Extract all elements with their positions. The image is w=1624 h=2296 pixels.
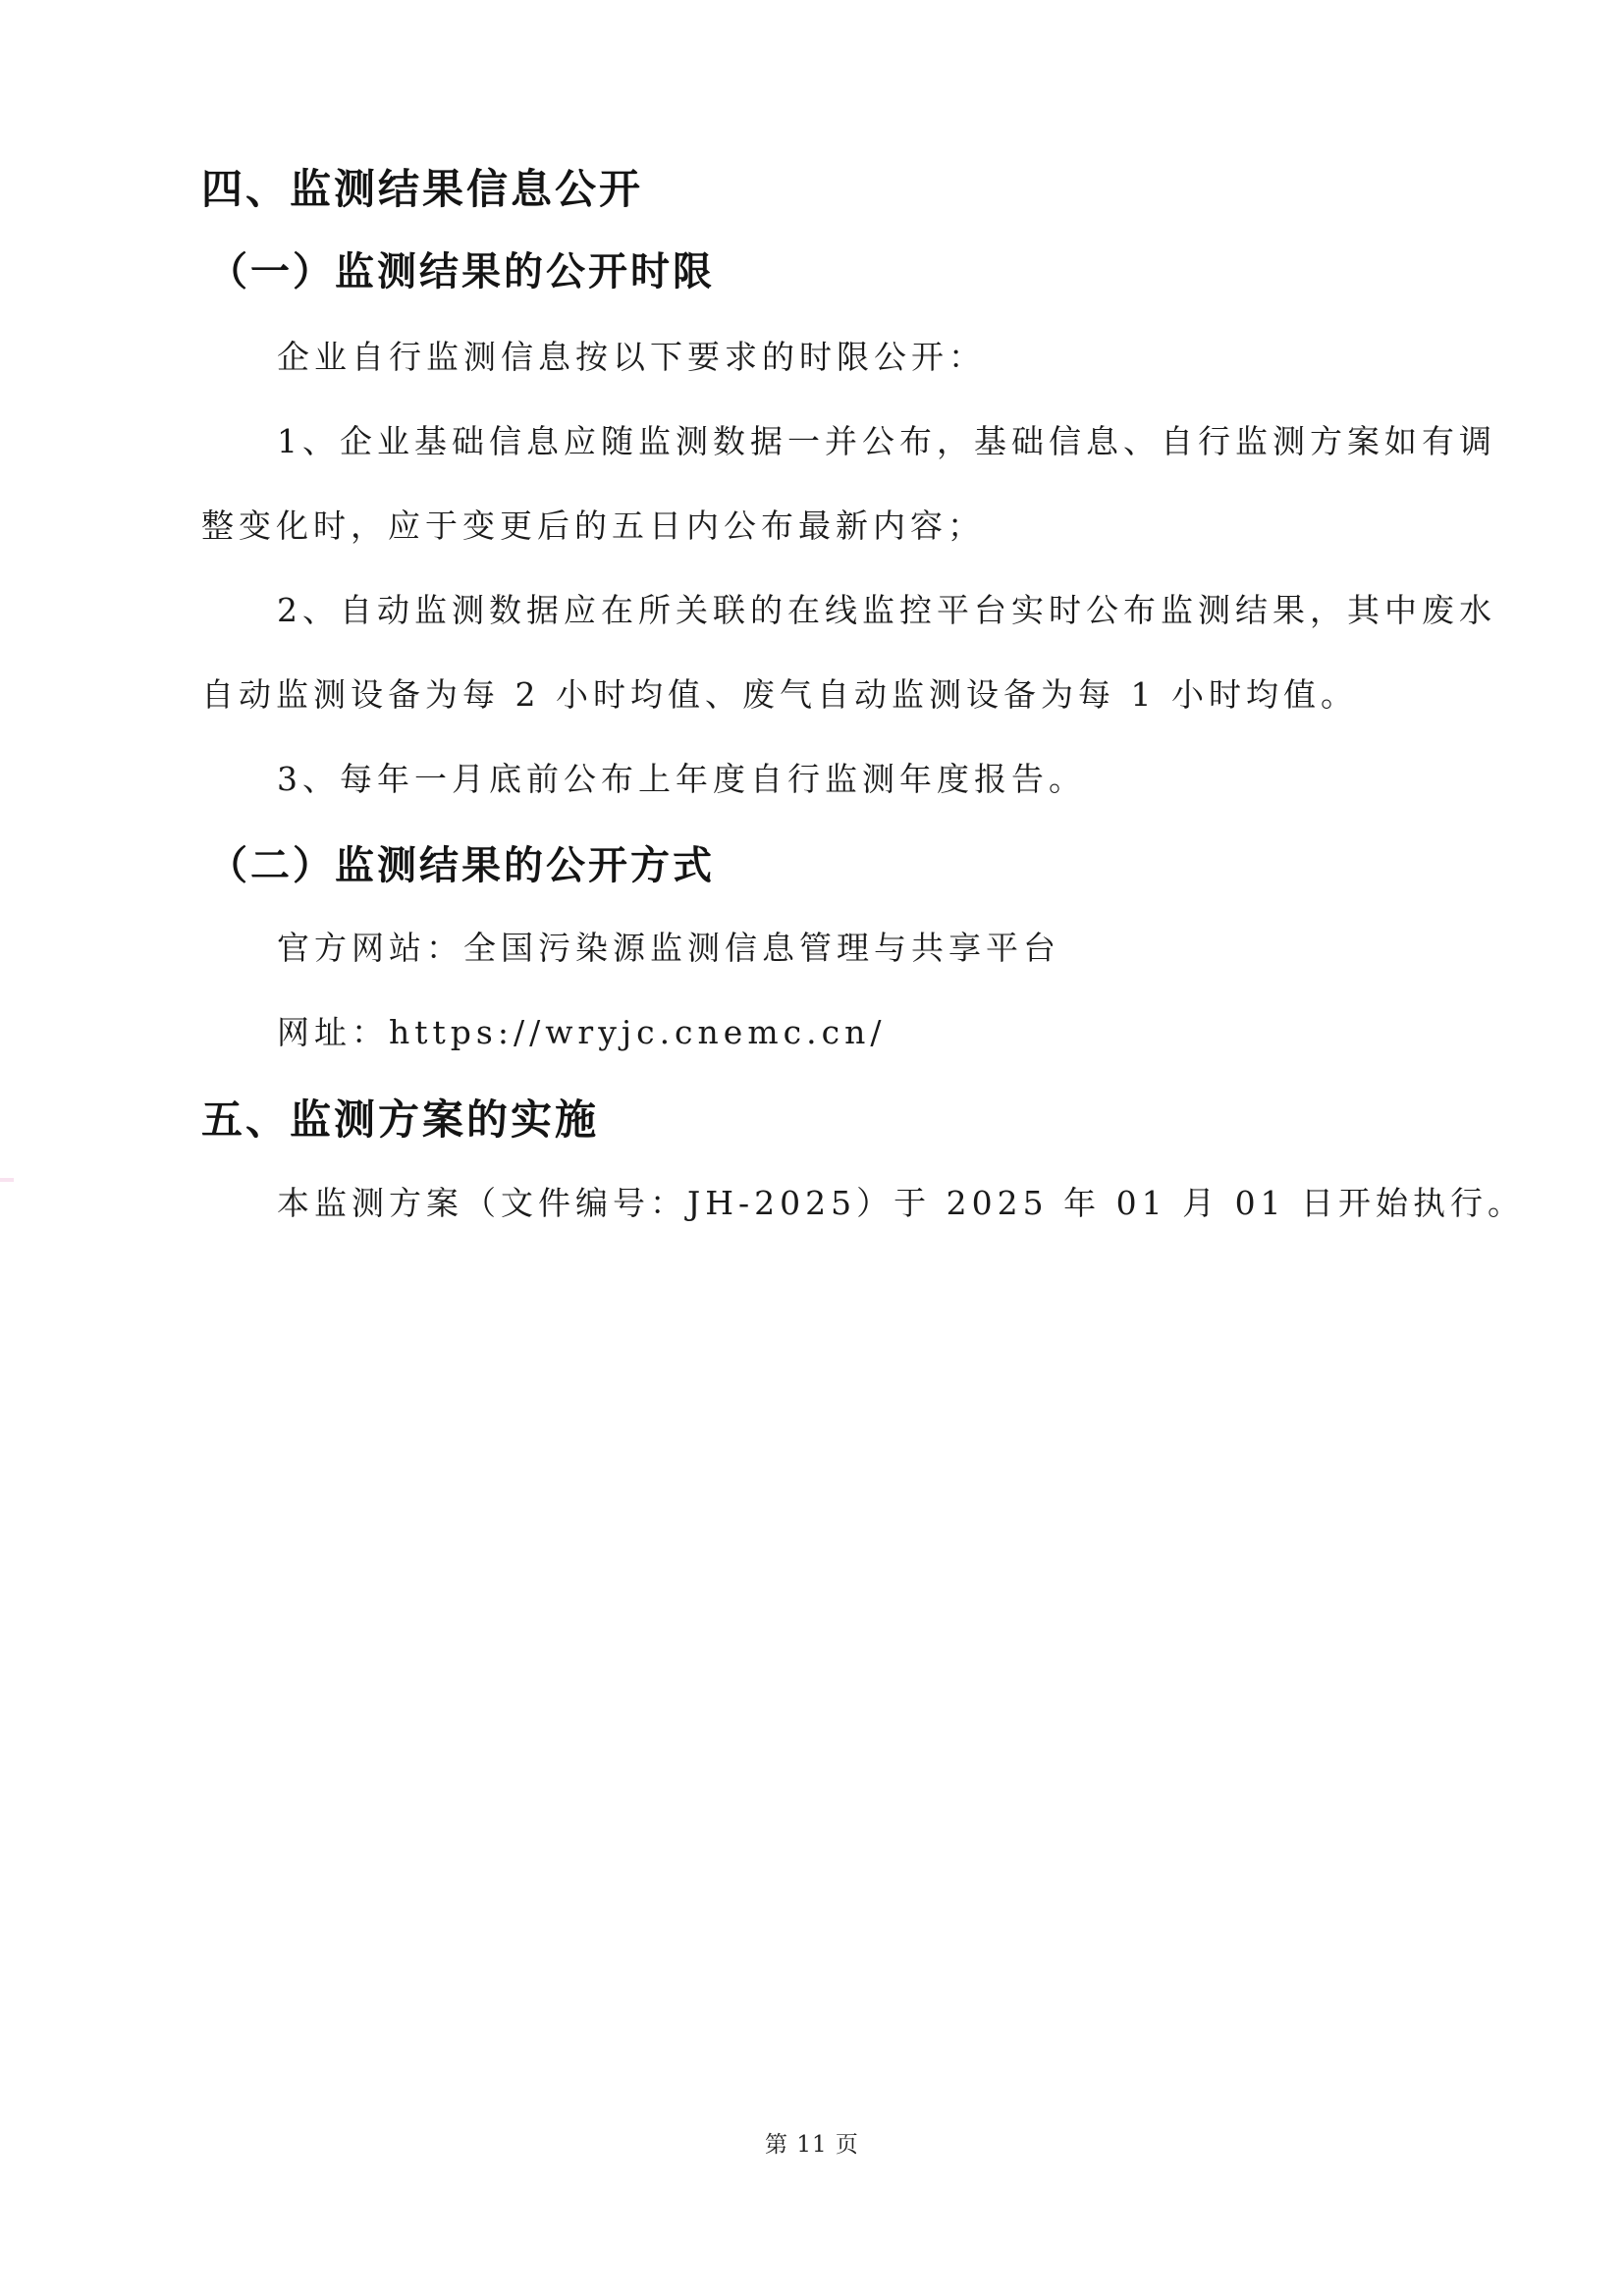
subsection-2-heading: （二）监测结果的公开方式 [208, 843, 715, 888]
subsection-1-intro: 企业自行监测信息按以下要求的时限公开： [277, 338, 986, 376]
section-4-heading: 四、监测结果信息公开 [201, 165, 644, 213]
scan-artifact [0, 1178, 14, 1182]
official-website-line: 官方网站：全国污染源监测信息管理与共享平台 [277, 929, 1060, 967]
item-1-line-1: 1、企业基础信息应随监测数据一并公布，基础信息、自行监测方案如有调 [277, 422, 1496, 460]
website-url-line: 网址：https://wryjc.cnemc.cn/ [277, 1013, 887, 1051]
section-5-heading: 五、监测方案的实施 [201, 1095, 600, 1144]
implementation-text: 本监测方案（文件编号：JH-2025）于 2025 年 01 月 01 日开始执行。 [277, 1184, 1526, 1222]
item-3: 3、每年一月底前公布上年度自行监测年度报告。 [277, 760, 1086, 798]
item-1-line-2: 整变化时，应于变更后的五日内公布最新内容； [201, 507, 985, 545]
page-number: 第 11 页 [765, 2132, 859, 2158]
subsection-1-heading: （一）监测结果的公开时限 [208, 249, 715, 294]
item-2-line-2: 自动监测设备为每 2 小时均值、废气自动监测设备为每 1 小时均值。 [201, 675, 1358, 714]
item-2-line-1: 2、自动监测数据应在所关联的在线监控平台实时公布监测结果，其中废水 [277, 591, 1496, 629]
